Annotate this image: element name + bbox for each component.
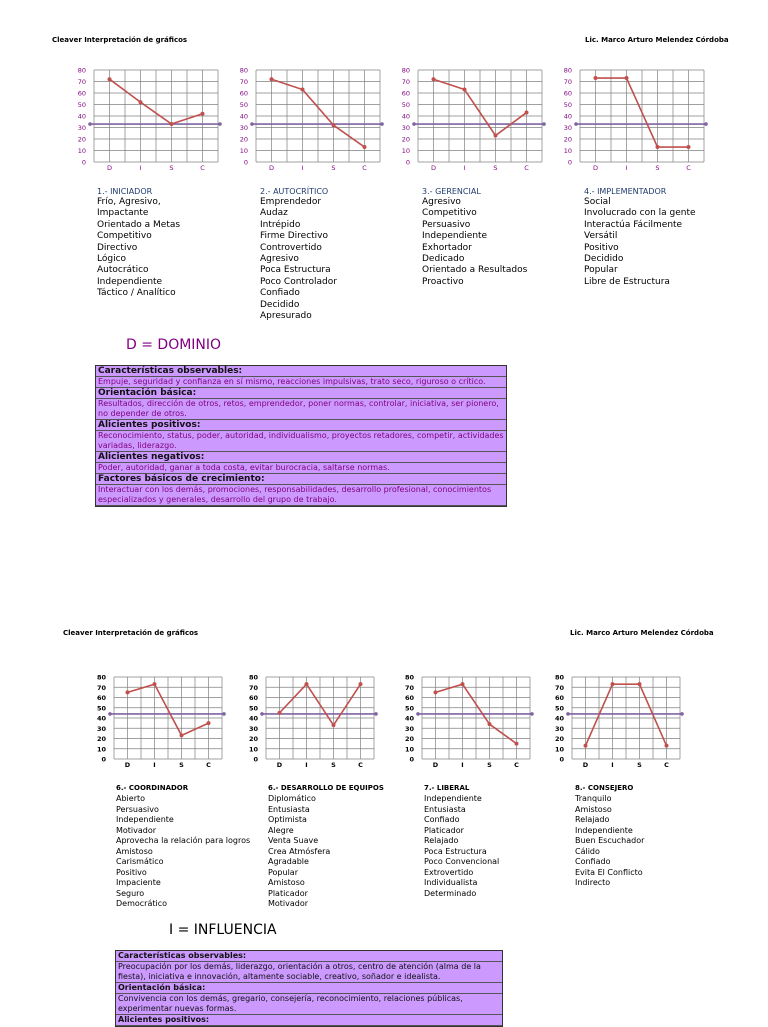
chart-3 [396, 66, 546, 178]
x-tick-label: C [686, 164, 691, 172]
y-tick-label: 40 [554, 714, 564, 723]
data-point [363, 145, 367, 149]
trait-item: Poco Convencional [424, 857, 500, 866]
trait-item: Proactivo [422, 276, 464, 287]
chart-svg [234, 66, 384, 178]
y-tick-label: 40 [248, 714, 258, 723]
data-point [270, 77, 274, 81]
x-tick-label: I [625, 164, 628, 172]
y-tick-label: 30 [77, 124, 86, 132]
chart-svg [558, 66, 708, 178]
x-tick-label: S [179, 761, 184, 769]
x-tick-label: I [153, 761, 156, 769]
chart-5 [92, 673, 226, 775]
baseline-marker [412, 122, 416, 126]
trait-item: Platicador [424, 825, 464, 835]
table-row-body: Reconocimiento, status, poder, autoridad, individualismo, proyectos retadores, competir, actividades variadas, liderazgo. [96, 431, 506, 452]
trait-item: Democrático [116, 899, 168, 908]
x-tick-label: I [461, 761, 464, 769]
trait-item: Aprovecha la relación para logros [116, 836, 251, 845]
trait-item: Competitivo [422, 208, 477, 219]
x-tick-label: C [200, 164, 205, 172]
trait-item: Emprendedor [260, 197, 322, 207]
x-tick-label: C [524, 164, 529, 172]
profile-traits [575, 794, 644, 889]
trait-item: Popular [268, 867, 298, 877]
y-tick-label: 40 [239, 112, 248, 121]
x-tick-label: I [463, 164, 466, 172]
y-tick-label: 80 [248, 673, 258, 682]
data-point [594, 76, 598, 80]
x-tick-label: S [493, 164, 498, 172]
data-point [665, 744, 669, 748]
y-tick-label: 10 [248, 745, 258, 754]
chart-svg [244, 673, 378, 775]
y-tick-label: 50 [404, 704, 414, 713]
y-tick-label: 60 [77, 89, 86, 98]
y-tick-label: 20 [554, 735, 564, 743]
trait-item: Poca Estructura [260, 265, 331, 276]
y-tick-label: 30 [248, 724, 258, 733]
y-tick-label: 20 [239, 135, 248, 144]
y-tick-label: 70 [563, 78, 572, 86]
trait-item: Amistoso [575, 804, 612, 814]
trait-item: Relajado [424, 836, 459, 845]
x-tick-label: I [611, 761, 614, 769]
trait-item: Frío, Agresivo, [97, 197, 161, 207]
data-point [488, 722, 492, 726]
x-tick-label: S [655, 164, 660, 172]
section-title-influencia: I = INFLUENCIA [169, 922, 277, 938]
trait-item: Evita El Conflicto [575, 867, 643, 877]
chart-4 [558, 66, 708, 178]
trait-item: Venta Suave [268, 836, 319, 845]
y-tick-label: 60 [401, 89, 410, 98]
trait-item: Competitivo [97, 231, 152, 242]
x-tick-label: D [432, 761, 439, 769]
trait-item: Impactante [97, 208, 149, 219]
profile-title: 2.- AUTOCRÍTICO [260, 187, 329, 196]
data-point [332, 723, 336, 727]
trait-item: Dedicado [422, 254, 465, 265]
y-tick-label: 20 [401, 135, 410, 144]
trait-item: Confiado [575, 857, 611, 866]
y-tick-label: 60 [239, 89, 248, 98]
trait-item: Confiado [260, 288, 300, 299]
data-point [687, 145, 691, 149]
trait-item: Alegre [268, 825, 294, 835]
table-row-body: Poder, autoridad, ganar a toda costa, evitar burocracia, saltarse normas. [96, 463, 506, 474]
x-tick-label: S [487, 761, 492, 769]
x-tick-label: S [637, 761, 642, 769]
table-row-heading: Características observables: [96, 366, 506, 377]
trait-item: Libre de Estructura [584, 276, 670, 287]
y-tick-label: 20 [248, 735, 258, 743]
chart-2 [234, 66, 384, 178]
trait-item: Entusiasta [268, 804, 310, 814]
x-tick-label: D [268, 164, 275, 172]
data-point [153, 682, 157, 686]
trait-item: Orientado a Metas [97, 219, 181, 230]
baseline-marker [88, 122, 92, 126]
y-tick-label: 70 [248, 683, 258, 692]
influencia-table [115, 950, 503, 1027]
x-tick-label: S [331, 761, 336, 769]
y-tick-label: 40 [404, 714, 414, 723]
trait-item: Audaz [260, 208, 288, 219]
trait-item: Orientado a Resultados [422, 265, 528, 276]
y-tick-label: 70 [404, 683, 414, 692]
trait-item: Involucrado con la gente [584, 208, 696, 219]
data-point [461, 682, 465, 686]
y-tick-label: 50 [239, 101, 248, 109]
profile-title: 6.- DESARROLLO DE EQUIPOS [268, 784, 384, 792]
trait-item: Buen Escuchador [575, 836, 645, 845]
x-tick-label: D [124, 761, 131, 769]
table-row-heading: Características observables: [116, 951, 502, 962]
data-point [463, 88, 467, 92]
y-tick-label: 50 [563, 101, 572, 109]
page1-header-right: Lic. Marco Arturo Melendez Córdoba [585, 36, 729, 44]
y-tick-label: 70 [554, 683, 564, 692]
data-point [332, 123, 336, 127]
data-point [201, 112, 205, 116]
x-tick-label: C [362, 164, 367, 172]
trait-item: Agresivo [422, 197, 461, 207]
data-point [625, 76, 629, 80]
trait-item: Crea Atmósfera [268, 846, 331, 856]
y-tick-label: 50 [77, 101, 86, 109]
baseline-marker [222, 712, 226, 716]
trait-item: Relajado [575, 815, 610, 824]
trait-item: Apresurado [260, 311, 312, 322]
chart-8 [550, 673, 684, 775]
y-tick-label: 0 [101, 755, 106, 764]
y-tick-label: 50 [554, 704, 564, 713]
trait-item: Determinado [424, 888, 477, 898]
y-tick-label: 80 [239, 66, 248, 75]
x-tick-label: C [206, 761, 211, 769]
trait-item: Positivo [584, 242, 619, 253]
table-row-body: Interactuar con los demás, promociones, responsabilidades, desarrollo profesional, conocimientos especializados y generales, desarrollo del grupo de trabajo. [96, 485, 506, 506]
y-tick-label: 50 [401, 101, 410, 109]
y-tick-label: 60 [554, 694, 564, 702]
trait-item: Agresivo [260, 254, 299, 265]
x-tick-label: S [169, 164, 174, 172]
y-tick-label: 70 [96, 683, 106, 692]
trait-item: Cálido [575, 846, 600, 856]
x-tick-label: I [305, 761, 308, 769]
y-tick-label: 10 [563, 147, 572, 155]
trait-item: Platicador [268, 888, 308, 898]
profile-title: 6.- COORDINADOR [116, 784, 189, 792]
y-tick-label: 50 [248, 704, 258, 713]
data-point [207, 721, 211, 725]
baseline-marker [250, 122, 254, 126]
trait-item: Tranquilo [575, 794, 612, 803]
x-tick-label: D [582, 761, 589, 769]
table-row-heading: Factores básicos de crecimiento: [96, 474, 506, 485]
y-tick-label: 30 [404, 724, 414, 733]
chart-1 [72, 66, 222, 178]
x-tick-label: D [276, 761, 283, 769]
trait-item: Versátil [584, 231, 618, 242]
y-tick-label: 60 [248, 694, 258, 702]
y-tick-label: 80 [563, 66, 572, 75]
y-tick-label: 0 [567, 158, 572, 167]
y-tick-label: 30 [563, 124, 572, 132]
x-tick-label: C [514, 761, 519, 769]
trait-item: Positivo [116, 867, 147, 877]
chart-6 [244, 673, 378, 775]
y-tick-label: 40 [401, 112, 410, 121]
y-tick-label: 10 [77, 147, 86, 155]
trait-item: Lógico [97, 254, 127, 265]
chart-svg [92, 673, 226, 775]
y-tick-label: 30 [239, 124, 248, 132]
trait-item: Independiente [116, 815, 174, 824]
data-point [656, 145, 660, 149]
y-tick-label: 20 [77, 135, 86, 144]
profile-traits [268, 794, 330, 910]
trait-item: Extrovertido [424, 867, 474, 877]
profile-traits [97, 197, 180, 300]
profile-title: 1.- INICIADOR [97, 187, 153, 196]
trait-item: Confiado [424, 815, 460, 824]
baseline-marker [260, 712, 264, 716]
baseline-marker [218, 122, 222, 126]
data-point [305, 682, 309, 686]
x-tick-label: D [592, 164, 599, 172]
trait-item: Popular [584, 265, 618, 276]
chart-7 [400, 673, 534, 775]
data-point [108, 77, 112, 81]
y-tick-label: 30 [401, 124, 410, 132]
dominio-table [95, 365, 507, 507]
profile-traits [116, 794, 250, 910]
data-point [359, 682, 363, 686]
x-tick-label: C [664, 761, 669, 769]
table-row-heading: Alicientes negativos: [96, 452, 506, 463]
page1-header-left: Cleaver Interpretación de gráficos [52, 36, 188, 44]
trait-item: Impaciente [116, 878, 161, 887]
trait-item: Entusiasta [424, 804, 466, 814]
trait-item: Directivo [97, 242, 138, 253]
y-tick-label: 30 [554, 724, 564, 733]
chart-svg [550, 673, 684, 775]
profile-traits [422, 197, 527, 288]
table-row-heading: Alicientes positivos: [96, 420, 506, 431]
y-tick-label: 10 [96, 745, 106, 754]
y-tick-label: 70 [401, 78, 410, 86]
trait-item: Independiente [422, 231, 488, 242]
data-point [170, 122, 174, 126]
x-tick-label: S [331, 164, 336, 172]
data-point [515, 742, 519, 746]
trait-item: Decidido [260, 299, 300, 310]
trait-item: Exhortador [422, 242, 472, 253]
y-tick-label: 0 [559, 755, 564, 764]
trait-item: Independiente [424, 794, 482, 803]
profile-traits [584, 197, 696, 288]
y-tick-label: 10 [554, 745, 564, 754]
baseline-marker [108, 712, 112, 716]
trait-item: Independiente [97, 276, 163, 287]
y-tick-label: 20 [96, 735, 106, 743]
page2-header-right: Lic. Marco Arturo Melendez Córdoba [570, 629, 714, 637]
data-point [432, 77, 436, 81]
y-tick-label: 40 [563, 112, 572, 121]
data-point [584, 744, 588, 748]
trait-item: Decidido [584, 254, 624, 265]
table-row-heading: Orientación básica: [116, 983, 502, 994]
y-tick-label: 80 [77, 66, 86, 75]
trait-item: Poca Estructura [424, 846, 487, 856]
trait-item: Persuasivo [422, 219, 471, 230]
trait-item: Seguro [116, 888, 145, 898]
profile-traits [424, 794, 499, 899]
y-tick-label: 80 [554, 673, 564, 682]
chart-svg [396, 66, 546, 178]
data-point [525, 111, 529, 115]
trait-item: Táctico / Analítico [97, 288, 176, 299]
y-tick-label: 50 [96, 704, 106, 713]
profile-title: 7.- LIBERAL [424, 784, 470, 792]
trait-item: Firme Directivo [260, 231, 329, 242]
y-tick-label: 10 [404, 745, 414, 754]
trait-item: Indirecto [575, 878, 611, 887]
data-point [126, 690, 130, 694]
trait-item: Abierto [116, 794, 146, 803]
trait-item: Autocrático [97, 265, 149, 276]
page2-header-left: Cleaver Interpretación de gráficos [63, 629, 199, 637]
trait-item: Poco Controlador [260, 276, 337, 287]
data-point [434, 690, 438, 694]
data-point [139, 100, 143, 104]
baseline-marker [530, 712, 534, 716]
data-point [638, 682, 642, 686]
table-row-body: Empuje, seguridad y confianza en sí mismo, reacciones impulsivas, trato seco, riguroso o crítico. [96, 377, 506, 388]
trait-item: Individualista [424, 878, 478, 887]
section-title-dominio: D = DOMINIO [126, 337, 222, 353]
table-row-heading: Orientación básica: [96, 388, 506, 399]
y-tick-label: 20 [563, 135, 572, 144]
trait-item: Motivador [268, 899, 309, 908]
data-point [278, 711, 282, 715]
trait-item: Independiente [575, 825, 633, 835]
data-point [611, 682, 615, 686]
table-row-body: Resultados, dirección de otros, retos, emprendedor, poner normas, controlar, iniciativa, ser pionero, no depender de otros. [96, 399, 506, 420]
x-tick-label: C [358, 761, 363, 769]
data-point [494, 134, 498, 138]
trait-item: Interactúa Fácilmente [584, 219, 683, 230]
table-row-heading: Alicientes positivos: [116, 1015, 502, 1026]
y-tick-label: 40 [77, 112, 86, 121]
y-tick-label: 10 [401, 147, 410, 155]
y-tick-label: 0 [405, 158, 410, 167]
trait-item: Optimista [268, 815, 307, 824]
y-tick-label: 0 [253, 755, 258, 764]
trait-item: Intrépido [260, 219, 301, 230]
y-tick-label: 60 [404, 694, 414, 702]
y-tick-label: 40 [96, 714, 106, 723]
x-tick-label: I [301, 164, 304, 172]
baseline-marker [374, 712, 378, 716]
data-point [180, 733, 184, 737]
profile-traits [260, 197, 337, 322]
baseline-marker [574, 122, 578, 126]
baseline-marker [542, 122, 546, 126]
x-tick-label: I [139, 164, 142, 172]
chart-svg [400, 673, 534, 775]
baseline-marker [416, 712, 420, 716]
table-row-body: Preocupación por los demás, liderazgo, orientación a otros, centro de atención (alma de la fiesta), iniciativa e innovación, altamente sociable, creativo, soñador e idealista. [116, 962, 502, 983]
trait-item: Carismático [116, 857, 164, 866]
baseline-marker [680, 712, 684, 716]
baseline-marker [380, 122, 384, 126]
baseline-marker [566, 712, 570, 716]
trait-item: Agradable [268, 857, 309, 866]
y-tick-label: 70 [239, 78, 248, 86]
x-tick-label: D [430, 164, 437, 172]
trait-item: Amistoso [268, 878, 305, 887]
y-tick-label: 20 [404, 735, 414, 743]
y-tick-label: 0 [243, 158, 248, 167]
trait-item: Motivador [116, 825, 157, 835]
y-tick-label: 80 [96, 673, 106, 682]
y-tick-label: 10 [239, 147, 248, 155]
chart-svg [72, 66, 222, 178]
y-tick-label: 70 [77, 78, 86, 86]
y-tick-label: 0 [409, 755, 414, 764]
y-tick-label: 60 [96, 694, 106, 702]
trait-item: Persuasivo [116, 804, 159, 814]
profile-title: 4.- IMPLEMENTADOR [584, 187, 667, 196]
trait-item: Amistoso [116, 846, 153, 856]
profile-title: 8.- CONSEJERO [575, 784, 634, 792]
y-tick-label: 80 [401, 66, 410, 75]
y-tick-label: 80 [404, 673, 414, 682]
trait-item: Social [584, 197, 611, 207]
trait-item: Controvertido [260, 242, 322, 253]
y-tick-label: 60 [563, 89, 572, 98]
baseline-marker [704, 122, 708, 126]
data-point [301, 88, 305, 92]
y-tick-label: 30 [96, 724, 106, 733]
y-tick-label: 0 [81, 158, 86, 167]
trait-item: Diplomático [268, 794, 316, 803]
x-tick-label: D [106, 164, 113, 172]
profile-title: 3.- GERENCIAL [422, 187, 481, 196]
table-row-body: Convivencia con los demás, gregario, consejería, reconocimiento, relaciones públicas, experimentar nuevas formas. [116, 994, 502, 1015]
